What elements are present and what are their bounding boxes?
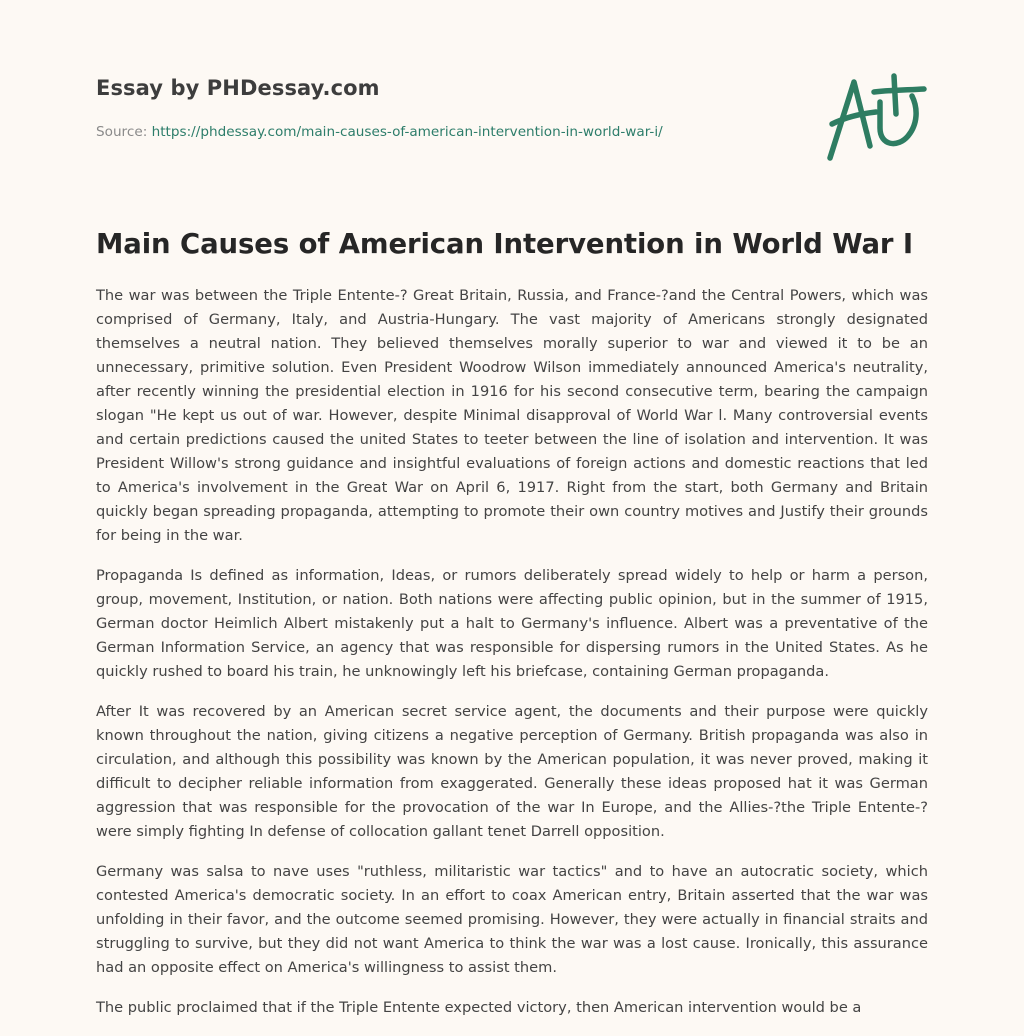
- source-label: Source:: [96, 124, 148, 140]
- source-link[interactable]: https://phdessay.com/main-causes-of-american-intervention-in-world-war-i/: [151, 124, 663, 140]
- essay-paragraph: Germany was salsa to nave uses "ruthless, militaristic war tactics" and to have an autocratic society, which contested America's democratic society. In an effort to coax American entry, Britain asserted that the war was unfolding in their favor, and the outcome seemed promising. However, they were actually in financial straits and struggling to survive, but they did not want America to think the war was a lost cause. Ironically, this assurance had an opposite effect on America's willingness to assist them.: [96, 863, 928, 976]
- essay-paragraph: After It was recovered by an American secret service agent, the documents and their purpose were quickly known throughout the nation, giving citizens a negative perception of Germany. British propaganda was also in circulation, and although this possibility was known by the American population, it was never proved, making it difficult to decipher reliable information from exaggerated. Generally these ideas proposed hat it was German aggression that was responsible for the provocation of the war In Europe, and the Allies-?the Triple Entente-? were simply fighting In defense of collocation gallant tenet Darrell opposition.: [96, 703, 928, 840]
- essay-title: Main Causes of American Intervention in World War I: [96, 228, 913, 260]
- essay-paragraph: The war was between the Triple Entente-? Great Britain, Russia, and France-?and the Central Powers, which was comprised of Germany, Italy, and Austria-Hungary. The vast majority of Americans strongly designated themselves a neutral nation. They believed themselves morally superior to war and viewed it to be an unnecessary, primitive solution. Even President Woodrow Wilson immediately announced America's neutrality, after recently winning the presidential election in 1916 for his second consecutive term, bearing the campaign slogan "He kept us out of war. However, despite Minimal disapproval of World War l. Many controversial events and certain predictions caused the united States to teeter between the line of isolation and intervention. It was President Willow's strong guidance and insightful evaluations of foreign actions and domestic reactions that led to America's involvement in the Great War on April 6, 1917. Right from the start, both Germany and Britain quickly began spreading propaganda, attempting to promote their own country motives and Justify their grounds for being in the war.: [96, 287, 928, 544]
- a-plus-grade-icon: [818, 66, 930, 166]
- essay-paragraph: Propaganda Is defined as information, Ideas, or rumors deliberately spread widely to help or harm a person, group, movement, Institution, or nation. Both nations were affecting public opinion, but in the summer of 1915, German doctor Heimlich Albert mistakenly put a halt to Germany's influence. Albert was a preventative of the German Information Service, an agency that was responsible for dispersing rumors in the United States. As he quickly rushed to board his train, he unknowingly left his briefcase, containing German propaganda.: [96, 567, 928, 680]
- brand-title: Essay by PHDessay.com: [96, 76, 380, 100]
- source-line: [96, 124, 663, 140]
- essay-body: [96, 284, 928, 1036]
- essay-paragraph: The public proclaimed that if the Triple Entente expected victory, then American intervention would be a: [96, 999, 862, 1016]
